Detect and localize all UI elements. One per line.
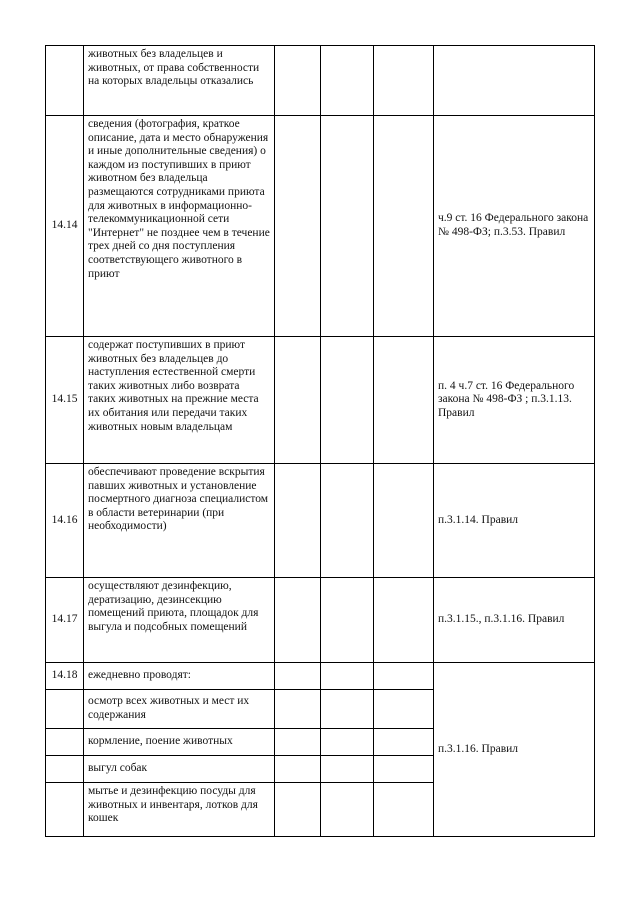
row-number xyxy=(46,756,84,783)
table-row xyxy=(46,337,595,464)
answer-cell xyxy=(374,578,434,663)
legal-reference: ч.9 ст. 16 Федерального закона № 498-ФЗ; п.3.53. Правил xyxy=(434,116,595,337)
answer-cell xyxy=(321,464,374,578)
answer-cell xyxy=(374,116,434,337)
answer-cell xyxy=(275,663,321,690)
answer-cell xyxy=(374,46,434,116)
answer-cell xyxy=(275,756,321,783)
answer-cell xyxy=(374,783,434,837)
answer-cell xyxy=(374,337,434,464)
table-row xyxy=(46,663,595,690)
row-number xyxy=(46,729,84,756)
group-header-text: ежедневно проводят: xyxy=(84,663,275,690)
row-number: 14.15 xyxy=(46,337,84,464)
requirement-text: содержат поступивших в приют животных без владельцев до наступления естественной смерти таких животных либо возврата таких животных на прежние места их обитания или передачи таких животных новым владельцам xyxy=(84,337,275,464)
row-number: 14.18 xyxy=(46,663,84,690)
answer-cell xyxy=(374,464,434,578)
answer-cell xyxy=(374,690,434,729)
answer-cell xyxy=(321,729,374,756)
answer-cell xyxy=(321,116,374,337)
answer-cell xyxy=(275,337,321,464)
answer-cell xyxy=(275,783,321,837)
answer-cell xyxy=(374,729,434,756)
row-number: 14.14 xyxy=(46,116,84,337)
row-number xyxy=(46,783,84,837)
answer-cell xyxy=(321,783,374,837)
row-number xyxy=(46,690,84,729)
requirement-text: кормление, поение животных xyxy=(84,729,275,756)
document-page xyxy=(45,45,595,837)
answer-cell xyxy=(374,756,434,783)
answer-cell xyxy=(321,46,374,116)
answer-cell xyxy=(275,578,321,663)
answer-cell xyxy=(321,663,374,690)
legal-reference xyxy=(434,46,595,116)
answer-cell xyxy=(321,690,374,729)
requirement-text: выгул собак xyxy=(84,756,275,783)
legal-reference: п.3.1.16. Правил xyxy=(434,663,595,837)
table-row xyxy=(46,116,595,337)
requirement-text: мытье и дезинфекцию посуды для животных и инвентаря, лотков для кошек xyxy=(84,783,275,837)
legal-reference: п.3.1.15., п.3.1.16. Правил xyxy=(434,578,595,663)
answer-cell xyxy=(275,464,321,578)
requirement-text: осуществляют дезинфекцию, дератизацию, дезинсекцию помещений приюта, площадок для выгула и подсобных помещений xyxy=(84,578,275,663)
row-number xyxy=(46,46,84,116)
requirement-text: обеспечивают проведение вскрытия павших животных и установление посмертного диагноза специалистом в области ветеринарии (при необходимости) xyxy=(84,464,275,578)
requirement-text: сведения (фотография, краткое описание, дата и место обнаружения и иные дополнительные сведения) о каждом из поступивших в приют животном без владельца размещаются сотрудниками приюта для животных в информационно-телекоммуникационной сети "Интернет" не позднее чем в течение трех дней со дня поступления соответствующего животного в приют xyxy=(84,116,275,337)
answer-cell xyxy=(321,337,374,464)
answer-cell xyxy=(275,729,321,756)
checklist-table xyxy=(45,45,595,837)
row-number: 14.16 xyxy=(46,464,84,578)
table-row xyxy=(46,46,595,116)
answer-cell xyxy=(275,690,321,729)
table-row xyxy=(46,464,595,578)
answer-cell xyxy=(321,578,374,663)
requirement-text: животных без владельцев и животных, от права собственности на которых владельцы отказались xyxy=(84,46,275,116)
answer-cell xyxy=(275,116,321,337)
answer-cell xyxy=(321,756,374,783)
table-row xyxy=(46,578,595,663)
answer-cell xyxy=(374,663,434,690)
legal-reference: п. 4 ч.7 ст. 16 Федерального закона № 498-ФЗ ; п.3.1.13. Правил xyxy=(434,337,595,464)
legal-reference: п.3.1.14. Правил xyxy=(434,464,595,578)
answer-cell xyxy=(275,46,321,116)
row-number: 14.17 xyxy=(46,578,84,663)
requirement-text: осмотр всех животных и мест их содержания xyxy=(84,690,275,729)
